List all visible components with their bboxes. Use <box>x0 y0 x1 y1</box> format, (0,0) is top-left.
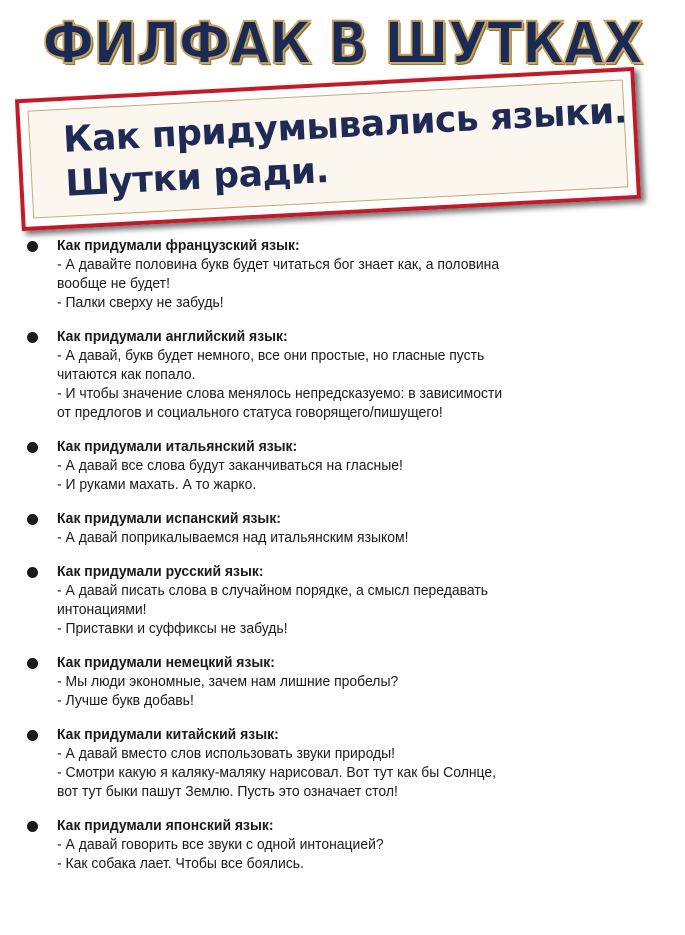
item-line: - Как собака лает. Чтобы все боялись. <box>57 855 304 872</box>
bullet-icon <box>27 442 38 453</box>
list-item-chinese <box>0 725 685 801</box>
bullet-icon <box>27 730 38 741</box>
item-title: Как придумали испанский язык: <box>57 510 281 527</box>
item-line: - А давай, букв будет немного, все они простые, но гласные пусть <box>57 347 485 364</box>
bullet-icon <box>27 567 38 578</box>
item-title: Как придумали немецкий язык: <box>57 654 275 671</box>
item-line: - Палки сверху не забудь! <box>57 294 224 311</box>
bullet-icon <box>27 514 38 525</box>
bullet-icon <box>27 332 38 343</box>
item-line: - Лучше букв добавь! <box>57 692 194 709</box>
list-item-japanese <box>0 816 685 873</box>
bullet-icon <box>27 821 38 832</box>
list-item-german <box>0 653 685 710</box>
item-line: - А давай говорить все звуки с одной интонацией? <box>57 836 384 853</box>
jokes-list <box>0 236 685 888</box>
item-title: Как придумали японский язык: <box>57 817 274 834</box>
item-line: - И чтобы значение слова менялось непредсказуемо: в зависимости <box>57 385 503 402</box>
item-title: Как придумали французский язык: <box>57 237 300 254</box>
item-line: - А давай все слова будут заканчиваться на гласные! <box>57 457 403 474</box>
item-line: - А давайте половина букв будет читаться бог знает как, а половина <box>57 256 500 273</box>
item-line: - Смотри какую я каляку-маляку нарисовал. Вот тут как бы Солнце, <box>57 764 497 781</box>
bullet-icon <box>27 241 38 252</box>
item-line: читаются как попало. <box>57 366 196 383</box>
item-line: - Приставки и суффиксы не забудь! <box>57 620 288 637</box>
item-line: вообще не будет! <box>57 275 170 292</box>
item-title: Как придумали английский язык: <box>57 328 288 345</box>
list-item-french <box>0 236 685 312</box>
subtitle-banner <box>15 67 641 231</box>
page-title: ФИЛФАК В ШУТКАХ <box>42 9 643 77</box>
item-line: - И руками махать. А то жарко. <box>57 476 257 493</box>
item-line: интонациями! <box>57 601 147 618</box>
list-item-spanish <box>0 509 685 547</box>
item-line: - А давай писать слова в случайном порядке, а смысл передавать <box>57 582 489 599</box>
bullet-icon <box>27 658 38 669</box>
banner-line-2: Шутки ради. <box>64 150 330 205</box>
banner-line-1: Как придумывались языки. <box>62 90 628 161</box>
item-line: - Мы люди экономные, зачем нам лишние пробелы? <box>57 673 399 690</box>
list-item-russian <box>0 562 685 638</box>
item-line: от предлогов и социального статуса говорящего/пишущего! <box>57 404 443 421</box>
item-title: Как придумали китайский язык: <box>57 726 279 743</box>
item-title: Как придумали русский язык: <box>57 563 264 580</box>
item-title: Как придумали итальянский язык: <box>57 438 298 455</box>
list-item-italian <box>0 437 685 494</box>
item-line: - А давай вместо слов использовать звуки природы! <box>57 745 396 762</box>
item-line: вот тут быки пашут Землю. Пусть это означает стол! <box>57 783 398 800</box>
item-line: - А давай поприкалываемся над итальянским языком! <box>57 529 409 546</box>
list-item-english <box>0 327 685 422</box>
